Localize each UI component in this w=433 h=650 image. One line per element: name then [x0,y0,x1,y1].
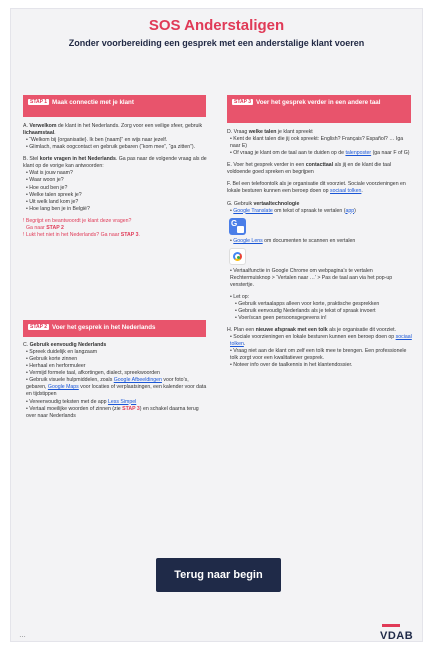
list-item: • Vertaalfunctie in Google Chrome om webpagina’s te vertalen Rechtermuisknop > ‘Vertalen naar …’ > Pas de taal aan via het pop-up venstertje. [230,267,393,288]
sociaal-tolken-link[interactable]: sociaal tolken [329,188,362,195]
step3-reference[interactable]: STAP 3 [122,405,140,412]
vdab-logo[interactable]: VDAB [380,630,414,642]
google-lens-icon[interactable] [229,248,246,265]
list-item: • Spreek duidelijk en langzaam [26,349,98,356]
step1-header [23,95,206,117]
list-item: • Hoe lang ben je in België? [26,205,90,212]
letop-label: • Let op: [230,293,250,300]
step3-g: G. Gebruik vertaaltechnologie [227,200,300,207]
list-item: • Vraag niet aan de klant om zelf een tolk mee te brengen. Een professionele tolk zorgt voor een kwalitatiever gesprek. [230,348,407,362]
list-item: • Gebruik korte zinnen [26,356,78,363]
page-subtitle: Zonder voorbereiding een gesprek met een anderstalige klant voeren [68,38,365,48]
step1-heading: Maak connectie met je klant [52,99,134,106]
list-item: • Herhaal en herformuleer [26,363,86,370]
step3-badge: STAP 3 [234,99,252,105]
list-item: • Vereenvoudig teksten met de app Less Simpel [26,398,137,405]
list-item: • Google Lens om documenten te scannen en vertalen [230,237,356,244]
google-images-link[interactable]: Google Afbeeldingen [113,377,162,384]
google-maps-link[interactable]: Google Maps [47,384,79,391]
step3-heading: Voer het gesprek verder in een andere taal [256,99,381,106]
step2-body [23,342,207,420]
document-page [10,8,423,642]
step1-check1-goto[interactable]: Ga naar STAP 2 [26,224,64,231]
translate-app-link[interactable]: app [345,207,355,214]
list-item: • Uit welk land kom je? [26,198,79,205]
list-item: • Noteer info over de taalkennis in het klantendossier. [230,362,353,369]
talenposter-link[interactable]: talenposter [345,150,372,157]
step3-header [227,95,411,123]
step3-body [227,129,413,370]
google-lens-link[interactable]: Google Lens [233,237,263,244]
list-item: • Vertaal moeilijke woorden of zinnen (zie STAP 3) en schakel daarna terug over naar Nederlands [26,405,199,419]
list-item: • “Welkom bij {organisatie}. Ik ben {naam}” en wijs naar jezelf. [26,137,168,144]
step1-check2[interactable]: ! Lukt het niet in het Nederlands? Ga naar STAP 3. [23,231,140,238]
list-item: • Of vraag je klant om de taal aan te duiden op de talenposter (ga naar F of G) [230,150,410,157]
logo-accent-bar [382,624,400,627]
step2-heading: Voer het gesprek in het Nederlands [52,324,156,331]
step2-c: C. Gebruik eenvoudig Nederlands [23,342,107,348]
step2-badge: STAP 2 [30,324,48,330]
list-item: • Voer/scan geen persoonsgegevens in! [235,315,327,322]
step3-f: F. Bel een telefoontolk als je organisatie dit voorziet. Sociale voorzieningen en lokale besturen kunnen een beroep doen op sociaal tolken. [227,181,406,195]
sociaal-tolken-link-2[interactable]: sociaal tolken [230,334,412,348]
google-translate-link[interactable]: Google Translate [233,207,273,214]
accessibility-icon[interactable]: … [19,632,26,639]
list-item: • Waar woon je? [26,177,64,184]
list-item: • Gebruik visuele hulpmiddelen, zoals Google Afbeeldingen voor foto’s, gebaren, Google Maps voor locaties of verplaatsingen, een kalender voor data en tijdstippen [26,377,207,398]
list-item: • Wat is jouw naam? [26,170,73,177]
list-item: • Kent de klant talen die jij ook spreekt: English? Français? Español? … Iga naar E) [230,136,404,150]
step1-a: A. Verwelkom de klant in het Nederlands. Zorg voor een veilige sfeer, gebruik lichaamstaal. [23,123,203,137]
list-item: • Welke talen spreek je? [26,191,82,198]
step1-check1: ! Begrijpt en beantwoordt je klant deze vragen? [23,217,132,224]
list-item: • Glimlach, maak oogcontact en gebruik gebaren (“kom mee”, “ga zitten”). [26,144,196,151]
back-to-start-button[interactable]: Terug naar begin [156,558,281,592]
list-item: • Google Translate om tekst of spraak te vertalen (app) [230,207,356,214]
list-item: • Hoe oud ben je? [26,184,68,191]
list-item: • Gebruik vertaalapps alleen voor korte, praktische gesprekken [235,300,380,307]
step1-badge: STAP 1 [30,99,48,105]
step3-h: H. Plan een nieuwe afspraak met een tolk als je organisatie dit voorziet. [227,327,396,334]
page-title: SOS Anderstaligen [148,17,285,34]
google-translate-icon[interactable]: G [229,218,246,235]
list-item: • Gebruik eenvoudig Nederlands als je tekst of spraak invoert [235,308,376,314]
step1-b: B. Stel korte vragen in het Nederlands. Ga pas naar de volgende vraag als de klant op de vorige kan antwoorden: [23,156,207,170]
list-item: • Vermijd formele taal, afkortingen, dialect, spreekwoorden [26,370,160,377]
step3-e: E. Voer het gesprek verder in een contacttaal als jij en de klant die taal voldoende goed spreken en begrijpen [227,162,392,176]
step3-d: D. Vraag welke talen je klant spreekt [227,129,313,135]
list-item: • Sociale voorzieningen en lokale besturen kunnen een beroep doen op sociaal tolken. [230,334,412,348]
less-simpel-link[interactable]: Less Simpel [108,398,137,405]
step2-header [23,320,206,337]
step1-body [23,123,207,239]
